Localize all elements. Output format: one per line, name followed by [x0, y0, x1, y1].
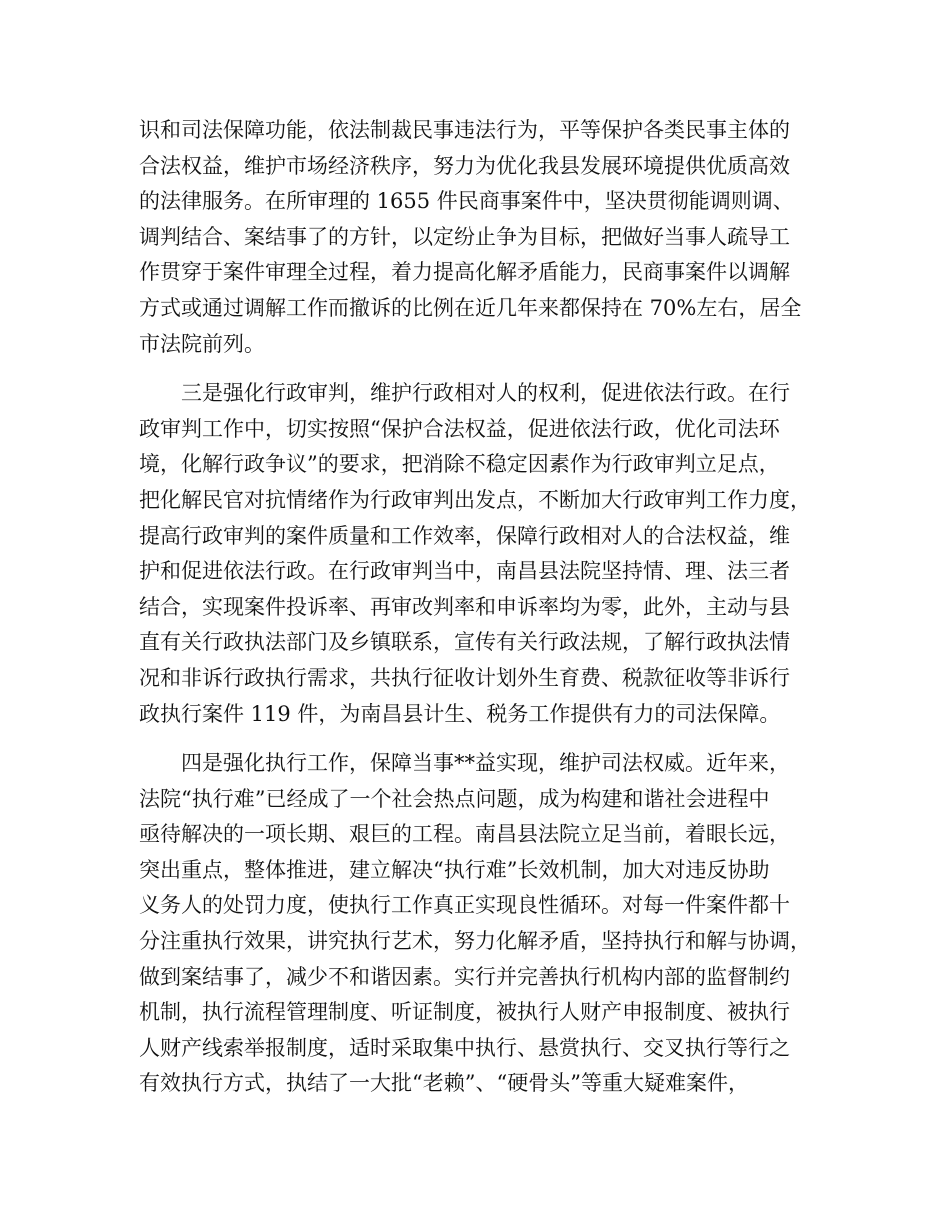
text-line: 境，化解行政争议”的要求，把消除不稳定因素作为行政审判立足点， [139, 452, 780, 477]
text-line: 调判结合、案结事了的方针，以定纷止争为目标，把做好当事人疏导工 [139, 224, 790, 249]
text-line: 把化解民官对抗情绪作为行政审判出发点，不断加大行政审判工作力度， [139, 487, 811, 512]
text-line: 法院“执行难”已经成了一个社会热点问题，成为构建和谐社会进程中 [139, 786, 770, 811]
paragraph-civil-commercial [139, 113, 824, 362]
text-line: 识和司法保障功能，依法制裁民事违法行为，平等保护各类民事主体的 [139, 118, 790, 142]
text-line: 突出重点，整体推进，建立解决“执行难”长效机制，加大对违反协助 [139, 857, 770, 882]
text-line: 政审判工作中，切实按照“保护合法权益，促进依法行政，优化司法环 [139, 416, 780, 441]
document-body [139, 113, 824, 1102]
text-line: 亟待解决的一项长期、艰巨的工程。南昌县法院立足当前，着眼长远， [139, 822, 790, 847]
text-line: 合法权益，维护市场经济秩序，努力为优化我县发展环境提供优质高效 [139, 153, 790, 178]
text-line: 况和非诉行政执行需求，共执行征收计划外生育费、税款征收等非诉行 [139, 665, 790, 690]
text-line: 机制，执行流程管理制度、听证制度，被执行人财产申报制度、被执行 [139, 1000, 790, 1025]
paragraph-administrative-trial [139, 376, 824, 732]
paragraph-enforcement-work [139, 746, 824, 1102]
text-line: 的法律服务。在所审理的 1655 件民商事案件中，坚决贯彻能调则调、 [139, 189, 794, 214]
text-line: 护和促进依法行政。在行政审判当中，南昌县法院坚持情、理、法三者 [139, 559, 790, 584]
text-line: 政执行案件 119 件，为南昌县计生、税务工作提供有力的司法保障。 [139, 701, 781, 726]
text-line: 提高行政审判的案件质量和工作效率，保障行政相对人的合法权益，维 [139, 523, 790, 548]
text-line-indented: 三是强化行政审判，维护行政相对人的权利，促进依法行政。在行 [181, 381, 790, 406]
text-line: 义务人的处罚力度，使执行工作真正实现良性循环。对每一件案件都十 [139, 893, 790, 918]
text-line: 直有关行政执法部门及乡镇联系，宣传有关行政法规，了解行政执法情 [139, 630, 790, 655]
text-line: 做到案结事了，减少不和谐因素。实行并完善执行机构内部的监督制约 [139, 964, 790, 989]
text-line: 方式或通过调解工作而撤诉的比例在近几年来都保持在 70%左右，居全 [139, 295, 802, 320]
text-line: 结合，实现案件投诉率、再审改判率和申诉率均为零，此外，主动与县 [139, 594, 790, 619]
text-line: 作贯穿于案件审理全过程，着力提高化解矛盾能力，民商事案件以调解 [139, 260, 790, 285]
text-line: 有效执行方式，执结了一大批“老赖”、“硬骨头”等重大疑难案件， [139, 1071, 749, 1096]
text-line-indented: 四是强化执行工作，保障当事**益实现，维护司法权威。近年来， [181, 751, 790, 776]
text-line: 人财产线索举报制度，适时采取集中执行、悬赏执行、交叉执行等行之 [139, 1035, 790, 1060]
text-line: 市法院前列。 [139, 331, 265, 356]
text-line: 分注重执行效果，讲究执行艺术，努力化解矛盾，坚持执行和解与协调， [139, 929, 811, 954]
